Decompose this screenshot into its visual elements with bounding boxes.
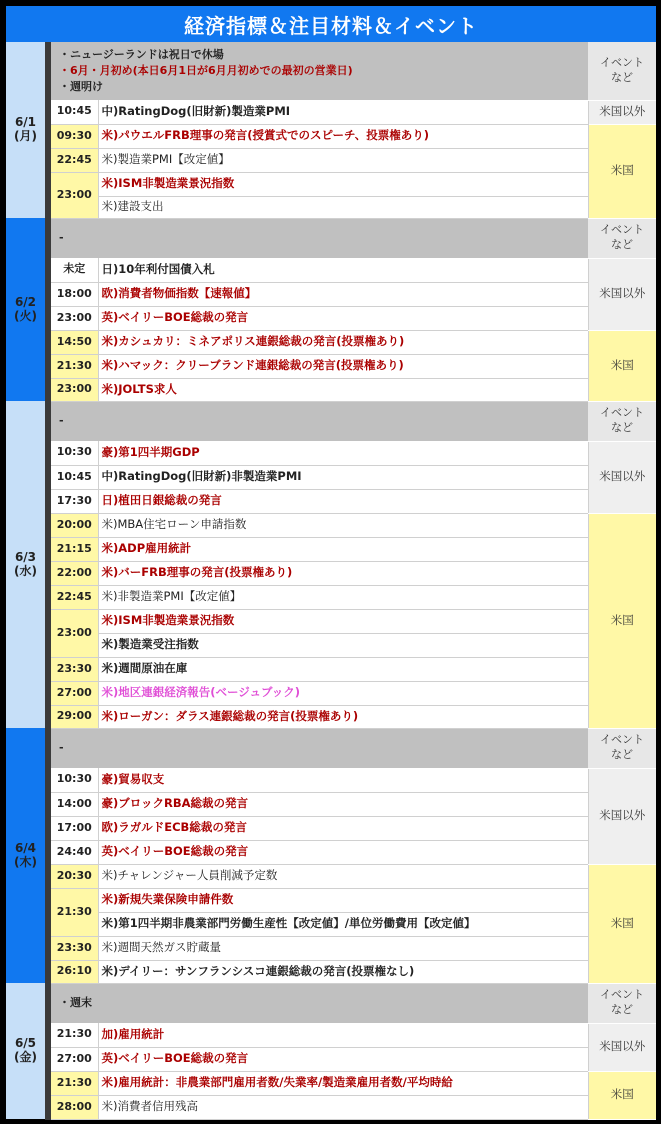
event-row bbox=[6, 537, 656, 561]
event-description bbox=[98, 124, 588, 148]
event-category: 米国 bbox=[588, 513, 656, 728]
event-text: 豪)ブロックRBA総裁の発言 bbox=[101, 796, 249, 811]
event-category: 米国 bbox=[588, 1071, 656, 1119]
event-description bbox=[98, 1071, 588, 1095]
note-line: ・週明け bbox=[59, 79, 103, 93]
event-row bbox=[6, 888, 656, 912]
event-description bbox=[98, 792, 588, 816]
event-time: 21:30 bbox=[48, 354, 98, 378]
event-text: 中)RatingDog(旧財新)非製造業PMI bbox=[101, 469, 302, 484]
page-title: 経済指標＆注目材料＆イベント bbox=[6, 6, 656, 42]
event-text: 加)雇用統計 bbox=[101, 1027, 165, 1042]
event-row bbox=[6, 489, 656, 513]
event-text: 中)RatingDog(旧財新)製造業PMI bbox=[101, 104, 291, 119]
event-description bbox=[98, 258, 588, 282]
event-row bbox=[6, 633, 656, 657]
event-time: 20:30 bbox=[48, 864, 98, 888]
event-row bbox=[6, 1071, 656, 1095]
event-row bbox=[6, 124, 656, 148]
event-text: 米)カシュカリ：ミネアポリス連銀総裁の発言(投票権あり) bbox=[101, 334, 405, 349]
event-row bbox=[6, 864, 656, 888]
event-row bbox=[6, 100, 656, 124]
event-text: 米)ADP雇用統計 bbox=[101, 541, 192, 556]
note-line: - bbox=[59, 231, 64, 245]
event-time: 28:00 bbox=[48, 1095, 98, 1119]
event-text: 日)植田日銀総裁の発言 bbox=[101, 493, 222, 508]
event-text: 米)地区連銀経済報告(ベージュブック) bbox=[101, 685, 301, 700]
event-description bbox=[98, 960, 588, 983]
event-description bbox=[98, 585, 588, 609]
event-text: 米)ISM非製造業景況指数 bbox=[101, 176, 235, 191]
note-line: ・ニュージーランドは祝日で休場 bbox=[59, 48, 224, 62]
event-category: 米国以外 bbox=[588, 258, 656, 330]
event-description bbox=[98, 513, 588, 537]
event-label: イベント など bbox=[588, 728, 656, 768]
day-notes bbox=[48, 401, 588, 441]
event-description bbox=[98, 537, 588, 561]
event-description bbox=[98, 681, 588, 705]
event-text: 米)第1四半期非農業部門労働生産性【改定値】/単位労働費用【改定値】 bbox=[101, 916, 476, 931]
event-description bbox=[98, 306, 588, 330]
event-time: 22:45 bbox=[48, 585, 98, 609]
event-time: 23:00 bbox=[48, 306, 98, 330]
event-label: イベント など bbox=[588, 42, 656, 100]
event-text: 豪)貿易収支 bbox=[101, 772, 165, 787]
event-row bbox=[6, 148, 656, 172]
event-text: 米)雇用統計：非農業部門雇用者数/失業率/製造業雇用者数/平均時給 bbox=[101, 1075, 453, 1090]
event-row bbox=[6, 441, 656, 465]
event-time: 10:45 bbox=[48, 465, 98, 489]
note-line: - bbox=[59, 741, 64, 755]
event-label: イベント など bbox=[588, 983, 656, 1023]
day-notes-row bbox=[6, 983, 656, 1023]
event-row bbox=[6, 1047, 656, 1071]
event-text: 米)週間原油在庫 bbox=[101, 661, 188, 676]
event-text: 豪)第1四半期GDP bbox=[101, 445, 200, 460]
event-description bbox=[98, 888, 588, 912]
event-label: イベント など bbox=[588, 218, 656, 258]
event-time: 20:00 bbox=[48, 513, 98, 537]
event-text: 英)ベイリーBOE総裁の発言 bbox=[101, 844, 249, 859]
event-time: 27:00 bbox=[48, 1047, 98, 1071]
event-description bbox=[98, 912, 588, 936]
day-notes-row bbox=[6, 218, 656, 258]
note-line: - bbox=[59, 414, 64, 428]
event-text: 米)消費者信用残高 bbox=[101, 1099, 198, 1114]
event-label: イベント など bbox=[588, 401, 656, 441]
event-description bbox=[98, 609, 588, 633]
event-time: 21:30 bbox=[48, 888, 98, 936]
event-row bbox=[6, 330, 656, 354]
event-description bbox=[98, 148, 588, 172]
day-label: 6/5 (金) bbox=[6, 983, 48, 1119]
event-text: 米)ローガン：ダラス連銀総裁の発言(投票権あり) bbox=[101, 708, 359, 723]
event-text: 米)JOLTS求人 bbox=[101, 381, 177, 396]
event-category: 米国 bbox=[588, 864, 656, 983]
event-time: 24:40 bbox=[48, 840, 98, 864]
note-line: ・6月・月初め(本日6月1日が6月月初めでの最初の営業日) bbox=[59, 64, 353, 78]
event-row bbox=[6, 816, 656, 840]
event-description bbox=[98, 100, 588, 124]
event-text: 米)建設支出 bbox=[101, 199, 164, 214]
event-row bbox=[6, 378, 656, 401]
event-description bbox=[98, 441, 588, 465]
event-row bbox=[6, 609, 656, 633]
event-description bbox=[98, 489, 588, 513]
event-row bbox=[6, 681, 656, 705]
day-notes bbox=[48, 983, 588, 1023]
event-text: 欧)消費者物価指数【速報値】 bbox=[101, 286, 257, 301]
event-description bbox=[98, 465, 588, 489]
event-text: 米)ハマック：クリーブランド連銀総裁の発言(投票権あり) bbox=[101, 358, 404, 373]
event-description bbox=[98, 840, 588, 864]
event-description bbox=[98, 1047, 588, 1071]
event-row bbox=[6, 306, 656, 330]
event-row bbox=[6, 768, 656, 792]
event-text: 米)週間天然ガス貯蔵量 bbox=[101, 940, 221, 955]
day-notes-row bbox=[6, 401, 656, 441]
event-description bbox=[98, 354, 588, 378]
event-text: 米)パウエルFRB理事の発言(授賞式でのスピーチ、投票権あり) bbox=[101, 128, 429, 143]
event-row bbox=[6, 936, 656, 960]
event-category: 米国以外 bbox=[588, 768, 656, 864]
event-row bbox=[6, 513, 656, 537]
event-description bbox=[98, 1095, 588, 1119]
calendar-frame bbox=[6, 6, 656, 1118]
event-row bbox=[6, 282, 656, 306]
event-time: 21:30 bbox=[48, 1071, 98, 1095]
event-time: 未定 bbox=[48, 258, 98, 282]
event-time: 23:30 bbox=[48, 657, 98, 681]
day-notes bbox=[48, 728, 588, 768]
event-time: 21:30 bbox=[48, 1023, 98, 1047]
event-text: 米)バーFRB理事の発言(投票権あり) bbox=[101, 565, 293, 580]
day-label: 6/3 (水) bbox=[6, 401, 48, 728]
event-row bbox=[6, 1023, 656, 1047]
day-label: 6/1 (月) bbox=[6, 42, 48, 218]
event-row bbox=[6, 960, 656, 983]
event-description bbox=[98, 196, 588, 218]
event-row bbox=[6, 705, 656, 728]
event-text: 米)チャレンジャー人員削減予定数 bbox=[101, 868, 278, 883]
event-time: 26:10 bbox=[48, 960, 98, 983]
event-time: 17:00 bbox=[48, 816, 98, 840]
event-description bbox=[98, 816, 588, 840]
event-description bbox=[98, 936, 588, 960]
event-text: 米)製造業PMI【改定値】 bbox=[101, 152, 230, 167]
event-description bbox=[98, 705, 588, 728]
event-time: 10:30 bbox=[48, 768, 98, 792]
event-time: 14:50 bbox=[48, 330, 98, 354]
event-text: 米)MBA住宅ローン申請指数 bbox=[101, 517, 247, 532]
event-description bbox=[98, 1023, 588, 1047]
event-row bbox=[6, 840, 656, 864]
event-row bbox=[6, 912, 656, 936]
event-row bbox=[6, 792, 656, 816]
event-time: 10:30 bbox=[48, 441, 98, 465]
event-time: 27:00 bbox=[48, 681, 98, 705]
note-line: ・週末 bbox=[59, 996, 92, 1010]
event-time: 23:00 bbox=[48, 172, 98, 218]
event-category: 米国以外 bbox=[588, 441, 656, 513]
event-text: 米)製造業受注指数 bbox=[101, 637, 199, 652]
event-description bbox=[98, 768, 588, 792]
event-description bbox=[98, 172, 588, 196]
event-description bbox=[98, 657, 588, 681]
event-time: 22:00 bbox=[48, 561, 98, 585]
event-category: 米国 bbox=[588, 330, 656, 401]
event-time: 22:45 bbox=[48, 148, 98, 172]
event-time: 18:00 bbox=[48, 282, 98, 306]
event-time: 23:30 bbox=[48, 936, 98, 960]
event-text: 英)ベイリーBOE総裁の発言 bbox=[101, 1051, 249, 1066]
event-time: 10:45 bbox=[48, 100, 98, 124]
event-row bbox=[6, 258, 656, 282]
day-label: 6/2 (火) bbox=[6, 218, 48, 401]
event-description bbox=[98, 282, 588, 306]
event-time: 14:00 bbox=[48, 792, 98, 816]
event-description bbox=[98, 378, 588, 401]
day-notes bbox=[48, 218, 588, 258]
event-category: 米国 bbox=[588, 124, 656, 218]
event-row bbox=[6, 1095, 656, 1119]
event-time: 21:15 bbox=[48, 537, 98, 561]
event-category: 米国以外 bbox=[588, 100, 656, 124]
day-notes-row bbox=[6, 728, 656, 768]
event-description bbox=[98, 864, 588, 888]
event-time: 17:30 bbox=[48, 489, 98, 513]
event-text: 欧)ラガルドECB総裁の発言 bbox=[101, 820, 247, 835]
event-row bbox=[6, 196, 656, 218]
event-row bbox=[6, 561, 656, 585]
event-text: 米)非製造業PMI【改定値】 bbox=[101, 589, 242, 604]
event-row bbox=[6, 172, 656, 196]
event-description bbox=[98, 561, 588, 585]
event-time: 09:30 bbox=[48, 124, 98, 148]
event-text: 米)デイリー：サンフランシスコ連銀総裁の発言(投票権なし) bbox=[101, 963, 415, 978]
event-time: 23:00 bbox=[48, 609, 98, 657]
event-text: 米)新規失業保険申請件数 bbox=[101, 892, 234, 907]
event-description bbox=[98, 330, 588, 354]
event-text: 英)ベイリーBOE総裁の発言 bbox=[101, 310, 249, 325]
event-calendar-table bbox=[6, 42, 656, 1120]
event-row bbox=[6, 657, 656, 681]
event-row bbox=[6, 585, 656, 609]
event-row bbox=[6, 465, 656, 489]
event-description bbox=[98, 633, 588, 657]
event-category: 米国以外 bbox=[588, 1023, 656, 1071]
event-time: 29:00 bbox=[48, 705, 98, 728]
event-text: 米)ISM非製造業景況指数 bbox=[101, 613, 235, 628]
day-notes-row bbox=[6, 42, 656, 100]
event-time: 23:00 bbox=[48, 378, 98, 401]
day-notes bbox=[48, 42, 588, 100]
event-row bbox=[6, 354, 656, 378]
event-text: 日)10年利付国債入札 bbox=[101, 262, 215, 277]
day-label: 6/4 (木) bbox=[6, 728, 48, 983]
